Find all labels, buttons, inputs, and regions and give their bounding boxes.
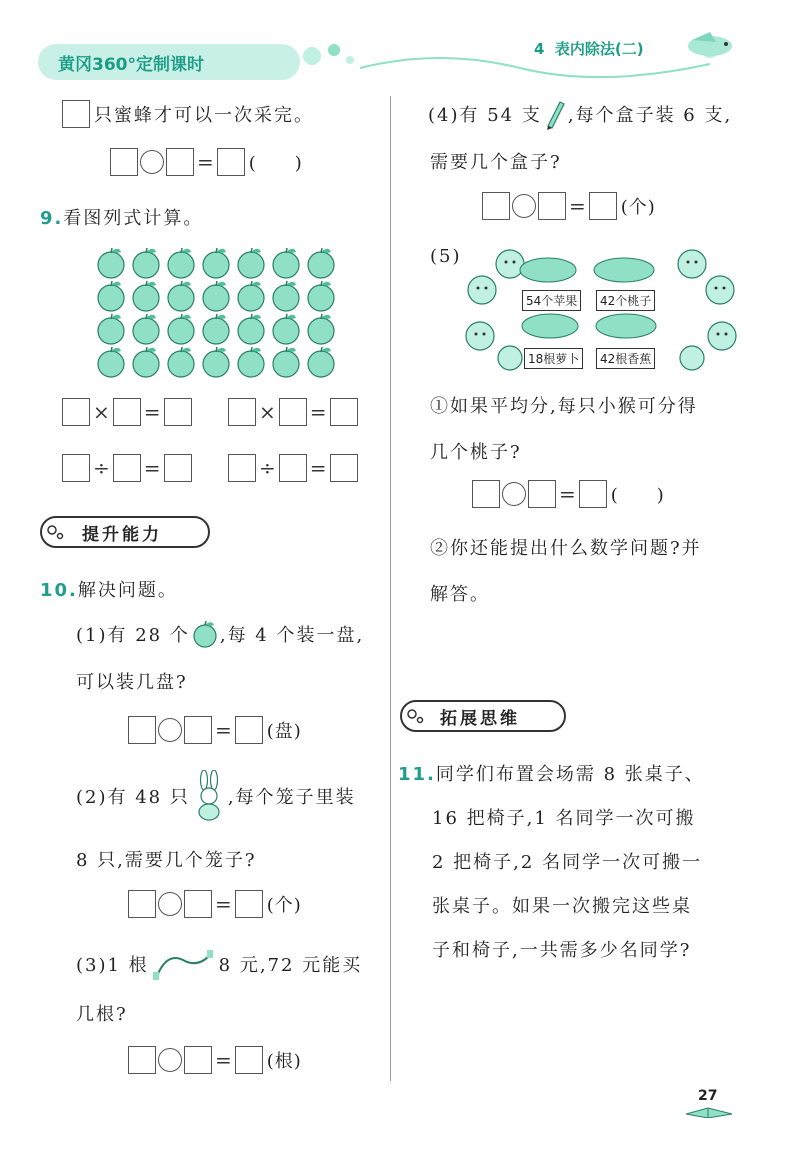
apple-icon: [273, 314, 299, 344]
q11-line: 同学们布置会场需 8 张桌子、: [435, 764, 705, 785]
answer-box[interactable]: [228, 398, 256, 426]
operator-circle[interactable]: [512, 194, 536, 218]
q5-1-text-a: ①如果平均分,每只小猴可分得: [430, 396, 698, 417]
q10-1-text-b: ,每 4 个装一盘,: [219, 625, 365, 646]
answer-box[interactable]: [113, 398, 141, 426]
question-9: [40, 204, 203, 230]
apple-icon: [203, 248, 229, 278]
equals-sign: =: [569, 194, 586, 218]
answer-box[interactable]: [235, 890, 263, 918]
q4-text-b: ,每个盒子装 6 支,: [567, 105, 733, 126]
answer-box[interactable]: [579, 480, 607, 508]
equals-sign: =: [143, 400, 161, 424]
apple-icon: [308, 347, 334, 377]
answer-box[interactable]: [184, 716, 212, 744]
q10-3-line1: [76, 948, 362, 980]
apple-icon: [98, 248, 124, 278]
apple-icon: [98, 347, 124, 377]
apple-icon: [133, 248, 159, 278]
equals-sign: =: [309, 400, 327, 424]
rabbit-icon: [192, 770, 226, 822]
bees-equation: [110, 148, 303, 176]
section-extend: [400, 700, 566, 732]
section-improve: [40, 516, 210, 548]
apple-icon: [308, 314, 334, 344]
bird-icon: [680, 30, 740, 62]
multiply-equation-2: [228, 398, 358, 426]
apple-icon: [238, 314, 264, 344]
question-number: 9.: [40, 208, 64, 229]
divide-sign: ÷: [93, 456, 110, 480]
apple-icon: [98, 314, 124, 344]
q10-3-text-a: (3)1 根: [76, 955, 149, 976]
apple-icon: [190, 620, 220, 648]
apple-icon: [168, 314, 194, 344]
question-text: 解决问题。: [77, 580, 178, 601]
divide-equation-1: [62, 454, 192, 482]
apple-icon: [238, 281, 264, 311]
question-text: 看图列式计算。: [63, 208, 204, 229]
section-dots: [42, 518, 70, 546]
equals-sign: =: [215, 1048, 232, 1072]
apple-icon: [273, 281, 299, 311]
header-series-pill: [38, 44, 300, 80]
q4-equation: [482, 192, 656, 220]
answer-box[interactable]: [62, 454, 90, 482]
q10-1-text-c: 可以装几盘?: [76, 672, 188, 693]
apple-icon: [133, 314, 159, 344]
q4-text-c: 需要几个盒子?: [430, 152, 562, 173]
answer-box[interactable]: [164, 398, 192, 426]
operator-circle[interactable]: [502, 482, 526, 506]
apple-icon: [203, 347, 229, 377]
answer-box[interactable]: [164, 454, 192, 482]
apple-icon: [133, 347, 159, 377]
apple-icon: [273, 347, 299, 377]
apple-icon: [203, 314, 229, 344]
apple-icon: [273, 248, 299, 278]
unit-label: ( ): [248, 153, 303, 174]
answer-box[interactable]: [184, 1046, 212, 1074]
question-11: [398, 760, 705, 786]
apple-icon: [308, 248, 334, 278]
q11-line: 张桌子。如果一次搬完这些桌: [432, 896, 692, 917]
apple-icon: [203, 281, 229, 311]
q10-3-equation: [128, 1046, 302, 1074]
equals-sign: =: [309, 456, 327, 480]
times-sign: ×: [93, 400, 110, 424]
section-dots: [402, 702, 430, 730]
chapter-title: 表内除法(二): [554, 40, 644, 58]
unit-label: (个): [620, 197, 656, 218]
book-icon: [684, 1100, 734, 1118]
q5-1-equation: [472, 480, 665, 508]
unit-label: (根): [266, 1051, 302, 1072]
fruit-label: 42个桃子: [596, 290, 655, 311]
answer-box[interactable]: [113, 454, 141, 482]
page-number: 27: [698, 1088, 718, 1104]
answer-box[interactable]: [472, 480, 500, 508]
q4-line1: [428, 98, 732, 130]
fruit-label: 42根香蕉: [596, 348, 655, 369]
answer-box[interactable]: [330, 454, 358, 482]
answer-box[interactable]: [330, 398, 358, 426]
question-number: 10.: [40, 580, 78, 601]
monkey-illustration: [460, 240, 742, 374]
apple-icon: [98, 281, 124, 311]
bees-line: [62, 100, 314, 128]
unit-label: (盘): [266, 721, 302, 742]
operator-circle[interactable]: [158, 1048, 182, 1072]
multiply-equation-1: [62, 398, 192, 426]
answer-box[interactable]: [184, 890, 212, 918]
chapter-number: 4: [534, 40, 545, 58]
unit-label: ( ): [610, 485, 665, 506]
apple-icon: [238, 347, 264, 377]
answer-box[interactable]: [538, 192, 566, 220]
q5-1-text-b: 几个桃子?: [430, 442, 522, 463]
q10-3-text-b: 8 元,72 元能买: [218, 955, 363, 976]
answer-box[interactable]: [166, 148, 194, 176]
question-number: 11.: [398, 764, 436, 785]
answer-box[interactable]: [528, 480, 556, 508]
section-title: 拓展思维: [440, 708, 520, 729]
q11-line: 子和椅子,一共需多少名同学?: [432, 940, 692, 961]
q10-2-line1: [76, 770, 356, 822]
q5-label: (5): [430, 246, 462, 267]
q10-2-text-c: 8 只,需要几个笼子?: [76, 850, 257, 871]
answer-box[interactable]: [110, 148, 138, 176]
answer-box[interactable]: [279, 398, 307, 426]
q11-line: 2 把椅子,2 名同学一次可搬一: [432, 852, 703, 873]
answer-box[interactable]: [589, 192, 617, 220]
q10-3-text-c: 几根?: [76, 1004, 128, 1025]
column-divider: [390, 96, 391, 1081]
times-sign: ×: [259, 400, 276, 424]
q10-1-equation: [128, 716, 302, 744]
series-title: 黄冈360°定制课时: [58, 54, 204, 75]
apple-grid: [94, 246, 344, 382]
divide-equation-2: [228, 454, 358, 482]
fruit-label: 18根萝卜: [524, 348, 583, 369]
q10-2-text-a: (2)有 48 只: [76, 787, 190, 808]
q10-1-line1: [76, 620, 364, 648]
divide-sign: ÷: [259, 456, 276, 480]
equals-sign: =: [197, 150, 214, 174]
answer-box[interactable]: [228, 454, 256, 482]
answer-box[interactable]: [62, 398, 90, 426]
equals-sign: =: [215, 892, 232, 916]
question-10: [40, 576, 178, 602]
pencil-icon: [544, 98, 566, 130]
apple-icon: [168, 347, 194, 377]
answer-box[interactable]: [128, 890, 156, 918]
answer-box[interactable]: [235, 1046, 263, 1074]
jump-rope-icon: [153, 948, 215, 980]
operator-circle[interactable]: [158, 718, 182, 742]
apple-icon: [168, 281, 194, 311]
fruit-label: 54个苹果: [522, 290, 581, 311]
apple-icon: [308, 281, 334, 311]
unit-label: (个): [266, 895, 302, 916]
q4-text-a: (4)有 54 支: [428, 105, 542, 126]
q11-line: 16 把椅子,1 名同学一次可搬: [432, 808, 696, 829]
operator-circle[interactable]: [140, 150, 164, 174]
equals-sign: =: [143, 456, 161, 480]
answer-box[interactable]: [128, 1046, 156, 1074]
chapter-heading: [534, 38, 644, 59]
equals-sign: =: [215, 718, 232, 742]
answer-box[interactable]: [279, 454, 307, 482]
answer-box[interactable]: [62, 100, 90, 128]
operator-circle[interactable]: [158, 892, 182, 916]
q10-1-text-a: (1)有 28 个: [76, 625, 190, 646]
apple-icon: [133, 281, 159, 311]
answer-box[interactable]: [235, 716, 263, 744]
apple-icon: [168, 248, 194, 278]
bees-text: 只蜜蜂才可以一次采完。: [94, 105, 314, 126]
answer-box[interactable]: [482, 192, 510, 220]
q10-2-text-b: ,每个笼子里装: [227, 787, 356, 808]
q5-2-text-a: ②你还能提出什么数学问题?并: [430, 538, 702, 559]
section-title: 提升能力: [82, 524, 162, 545]
q5-2-text-b: 解答。: [430, 584, 490, 605]
answer-box[interactable]: [217, 148, 245, 176]
answer-box[interactable]: [128, 716, 156, 744]
apple-icon: [238, 248, 264, 278]
equals-sign: =: [559, 482, 576, 506]
q10-2-equation: [128, 890, 302, 918]
